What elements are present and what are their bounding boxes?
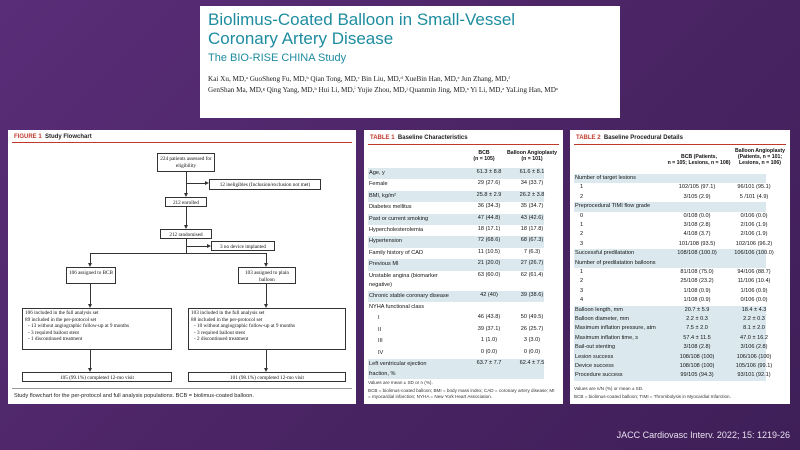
table2-heading: TABLE 2 Baseline Procedural Details — [576, 135, 683, 141]
cell-balloon: 18.4 ± 4.3 — [741, 306, 767, 313]
cell-bcb: 36 (34.3) — [477, 203, 501, 210]
table2-col-bcb: BCB (Patients, n = 105; Lesions, n = 108) — [667, 154, 731, 166]
row-label: 1 — [580, 184, 584, 191]
row-label: II — [378, 326, 382, 333]
cell-bcb: 101/108 (93.5) — [678, 240, 716, 247]
table1-heading: TABLE 1 Baseline Characteristics — [370, 135, 468, 141]
table-row — [368, 271, 544, 291]
cell-balloon: 7 (6.3) — [523, 248, 541, 255]
table-row — [368, 259, 544, 270]
cell-balloon: 62.4 ± 7.5 — [519, 359, 545, 366]
row-label: 2 — [580, 278, 584, 285]
table-row — [574, 353, 772, 362]
table-row — [574, 221, 766, 230]
cell-balloon: 5 /101 (4.9) — [739, 193, 769, 200]
cell-bcb: 1/108 (0.9) — [683, 297, 711, 304]
cell-balloon: 0/106 (0.0) — [740, 212, 768, 219]
table-row — [574, 212, 766, 221]
table-row — [574, 334, 766, 343]
row-label: Procedure success — [575, 372, 623, 379]
figure-rule — [12, 142, 352, 143]
cell-balloon: 3 (3.0) — [523, 337, 541, 344]
cell-balloon: 43 (42.6) — [520, 214, 544, 221]
cell-bcb: 63.7 ± 7.7 — [476, 359, 502, 366]
bcb-analysis-box: 106 included in the full analysis set 89 included in the per-protocol set - 13 without angiographic follow-up at 9 months - 3 required bailout stent - 1 discontinued treatment — [22, 308, 172, 350]
cell-bcb: 102/105 (97.1) — [678, 184, 716, 191]
cell-balloon: 3/106 (2.8) — [740, 344, 768, 351]
cell-bcb: 57.4 ± 11.5 — [683, 334, 711, 341]
balloon-assigned-box: 103 assigned to plain balloon — [238, 267, 296, 284]
row-label: Maximum inflation time, s — [575, 334, 639, 341]
figure-caption: Study flowchart for the per-protocol and full analysis populations. BCB = biolimus-coated balloon. — [14, 393, 254, 399]
table-row — [368, 302, 544, 313]
table-row — [574, 306, 766, 315]
cell-bcb: 4/108 (3.7) — [683, 231, 711, 238]
cell-balloon: 94/106 (88.7) — [737, 269, 771, 275]
cell-bcb: 108/108 (100) — [679, 353, 715, 360]
cell-balloon: 18 (17.8) — [520, 226, 544, 232]
row-label: Past or current smoking — [369, 215, 429, 222]
table-row — [574, 371, 771, 380]
cell-balloon: 102/106 (96.2) — [735, 240, 773, 247]
cell-bcb: 42 (40) — [480, 291, 498, 298]
row-label: Number of target lesions — [575, 175, 636, 181]
row-label: Number of predilatation balloons — [575, 259, 656, 266]
row-label: Balloon diameter, mm — [575, 316, 630, 322]
table-row — [368, 202, 544, 213]
cell-balloon: 2/106 (1.9) — [740, 231, 768, 238]
row-label: 1 — [580, 222, 584, 228]
row-label: 3 — [580, 240, 584, 247]
table-row — [574, 343, 766, 352]
cell-bcb: 11 (10.5) — [478, 248, 500, 255]
row-label: NYHA functional class — [369, 303, 425, 310]
table1-col-balloon: Balloon Angioplasty (n = 101) — [507, 150, 557, 162]
author-list — [208, 74, 618, 96]
cell-bcb: 39 (37.1) — [477, 325, 501, 332]
row-label: Chronic stable coronary disease — [369, 292, 449, 299]
enrolled-box: 212 enrolled — [165, 197, 207, 207]
table2-col-balloon: Balloon Angioplasty (Patients, n = 101; Lesions, n = 106) — [735, 148, 785, 166]
table-row — [368, 336, 544, 347]
row-label: 2 — [580, 231, 584, 238]
cell-bcb: 47 (44.8) — [477, 214, 501, 221]
cell-bcb: 3/108 (2.8) — [683, 344, 711, 351]
cell-balloon: 8.1 ± 2.0 — [743, 325, 765, 332]
row-label: Lesion success — [575, 353, 614, 360]
row-label: Unstable angina (biomarker negative) — [369, 272, 438, 289]
table-row — [574, 287, 766, 296]
cell-balloon: 50 (49.5) — [520, 314, 544, 321]
cell-bcb: 1/108 (0.9) — [683, 287, 711, 294]
cell-bcb: 0 (0.0) — [480, 348, 498, 355]
cell-balloon: 62 (61.4) — [520, 271, 544, 278]
row-label: Preprocedural TIMI flow grade — [575, 203, 651, 210]
authors-line-1: Kai Xu, MD,ᵃ GuoSheng Fu, MD,ᵇ Qian Tong, MD,ᶜ Bin Liu, MD,ᵈ XueBin Han, MD,ᵉ Jun Zhang, MD,ᶠ — [208, 75, 510, 83]
authors-line-2: GenShan Ma, MD,ᵍ Qing Yang, MD,ʰ Hui Li, MD,ⁱ Yujie Zhou, MD,ʲ Quanmin Jing, MD,ᵃ Yi Li, MD,ᵃ YaLing Han, MDᵃ — [208, 86, 558, 94]
journal-citation: JACC Cardiovasc Interv. 2022; 15: 1219-26 — [616, 430, 790, 440]
title-line-1: Biolimus-Coated Balloon in Small-Vessel — [208, 10, 516, 29]
cell-balloon: 11/106 (10.4) — [737, 278, 771, 285]
table-row — [574, 296, 766, 305]
cell-bcb: 108/108 (100.0) — [677, 250, 717, 257]
row-label: Hypertension — [369, 238, 402, 245]
cell-balloon: 0 (0.0) — [523, 348, 541, 355]
cell-balloon: 105/106 (99.1) — [735, 363, 773, 369]
row-label: Balloon length, mm — [575, 306, 623, 313]
row-label: Hypercholesterolemia — [369, 227, 424, 233]
row-label: IV — [378, 349, 384, 356]
table-row — [574, 202, 766, 211]
balloon-analysis-box: 103 included in the full analysis set 88 included in the per-protocol set - 10 without angiographic follow-up at 9 months - 3 required bailout stent - 2 discontinued treatment — [188, 308, 346, 350]
randomised-box: 212 randomised — [160, 229, 212, 239]
table-row — [574, 324, 766, 333]
cell-bcb: 18 (17.1) — [477, 226, 501, 232]
cell-balloon: 1/106 (0.9) — [740, 287, 768, 294]
table1-footnote-1: Values are mean ± SD or n (%). — [368, 380, 433, 385]
cell-bcb: 7.5 ± 2.0 — [686, 325, 708, 332]
article-subtitle: The BIO-RISE CHINA Study — [208, 52, 347, 64]
title-line-2: Coronary Artery Disease — [208, 29, 394, 48]
cell-balloon: 2.2 ± 0.3 — [743, 316, 765, 322]
table-row — [368, 191, 544, 202]
table-row — [368, 291, 544, 302]
cell-balloon: 106/106 (100) — [736, 353, 772, 360]
row-label: 3 — [580, 287, 584, 294]
cell-bcb: 99/105 (94.3) — [680, 372, 714, 379]
ineligible-box: 12 ineligibles (Inclusion/exclusion not met) — [209, 179, 321, 190]
cell-bcb: 29 (27.6) — [477, 180, 501, 187]
cell-bcb: 3/105 (2.9) — [683, 193, 711, 200]
table1-col-bcb: BCB (n = 105) — [473, 150, 495, 162]
cell-bcb: 81/108 (75.0) — [680, 269, 714, 275]
table-row — [368, 313, 544, 324]
cell-bcb: 2.2 ± 0.3 — [686, 316, 708, 322]
table-row — [574, 249, 774, 258]
row-label: Diabetes mellitus — [369, 204, 412, 211]
row-label: 2 — [580, 193, 584, 200]
table-row — [368, 225, 544, 236]
table-row — [368, 248, 544, 259]
row-label: Female — [369, 181, 388, 188]
cell-bcb: 25.8 ± 2.9 — [476, 191, 502, 198]
cell-balloon: 35 (34.7) — [520, 203, 544, 210]
table-row — [574, 315, 766, 324]
row-label: 0 — [580, 212, 584, 219]
cell-balloon: 68 (67.3) — [520, 237, 544, 244]
row-label: Previous MI — [369, 261, 399, 268]
row-label: III — [378, 338, 383, 345]
cell-bcb: 3/108 (2.8) — [683, 222, 711, 228]
table-row — [574, 174, 766, 183]
table-row — [574, 259, 766, 268]
cell-balloon: 26 (25.7) — [520, 325, 544, 332]
cell-balloon: 47.0 ± 16.2 — [740, 334, 768, 341]
table-row — [574, 268, 771, 277]
table-row — [574, 362, 773, 371]
row-label: BMI, kg/m² — [369, 192, 397, 199]
table-row — [368, 214, 544, 225]
cell-bcb: 72 (68.6) — [477, 237, 501, 244]
balloon-completed-box: 101 (98.1%) completed 12-mo visit — [188, 372, 346, 382]
table-row — [574, 230, 766, 239]
cell-bcb: 46 (43.8) — [477, 314, 501, 321]
table-row — [368, 168, 544, 179]
cell-bcb: 61.3 ± 8.8 — [476, 169, 502, 175]
table1-panel — [364, 130, 563, 404]
cell-bcb: 21 (20.0) — [477, 260, 501, 267]
table-row — [574, 193, 769, 202]
row-label: 4 — [580, 297, 584, 304]
bcb-completed-box: 105 (99.1%) completed 12-mo visit — [22, 372, 172, 382]
table2-panel — [570, 130, 790, 404]
row-label: Age, y — [369, 170, 385, 176]
article-title-box — [200, 6, 620, 118]
cell-bcb: 20.7 ± 5.9 — [684, 306, 710, 313]
assessed-box: 224 patients assessed for eligibility — [157, 153, 215, 172]
cell-balloon: 61.6 ± 8.1 — [519, 169, 545, 175]
table-row — [368, 179, 544, 190]
table-row — [368, 359, 544, 379]
cell-bcb: 25/108 (23.2) — [680, 278, 714, 285]
table-row — [574, 240, 773, 249]
article-title — [208, 10, 515, 48]
table-row — [368, 348, 544, 359]
row-label: Bail-out stenting — [575, 344, 616, 351]
cell-bcb: 108/108 (100) — [679, 363, 715, 369]
cell-balloon: 106/106 (100.0) — [734, 250, 774, 257]
figure-heading: FIGURE 1 Study Flowchart — [14, 134, 92, 140]
cell-balloon: 2/106 (1.9) — [740, 222, 768, 228]
table-row — [574, 277, 771, 286]
row-label: Family history of CAD — [369, 249, 424, 256]
cell-balloon: 27 (26.7) — [520, 260, 544, 267]
cell-balloon: 0/106 (0.0) — [740, 297, 768, 304]
row-label: 1 — [580, 269, 584, 275]
no-device-box: 3 no device implanted — [211, 241, 275, 251]
table-row — [368, 236, 544, 247]
cell-balloon: 39 (38.6) — [520, 291, 544, 298]
table2-footnote-2: BCB = biolimus-coated balloon; TIMI = Thrombolysis in Myocardial Infarction. — [574, 394, 731, 399]
row-label: Left ventricular ejection fraction, % — [369, 360, 427, 377]
cell-balloon: 96/101 (95.1) — [737, 184, 771, 191]
row-label: I — [378, 315, 380, 322]
cell-bcb: 0/108 (0.0) — [683, 212, 711, 219]
table-row — [368, 325, 544, 336]
cell-bcb: 63 (60.0) — [477, 271, 501, 278]
row-label: Device success — [575, 363, 614, 369]
bcb-assigned-box: 106 assigned to BCB — [66, 267, 116, 284]
row-label: Maximum inflation pressure, atm — [575, 325, 656, 332]
cell-balloon: 34 (33.7) — [520, 180, 544, 187]
row-label: Successful predilatation — [575, 250, 635, 257]
table1-footnote-2: BCB = biolimus-coated balloon; BMI = body mass index; CAD = coronary artery disease; MI = myocardial infarction; NYHA = New York Heart Association. — [368, 388, 555, 399]
cell-bcb: 1 (1.0) — [480, 337, 498, 344]
table2-footnote-1: Values are n/N (%) or mean ± SD. — [574, 386, 644, 391]
cell-balloon: 26.2 ± 3.8 — [519, 191, 545, 198]
cell-balloon: 93/101 (92.1) — [737, 372, 771, 379]
table-row — [574, 183, 771, 192]
